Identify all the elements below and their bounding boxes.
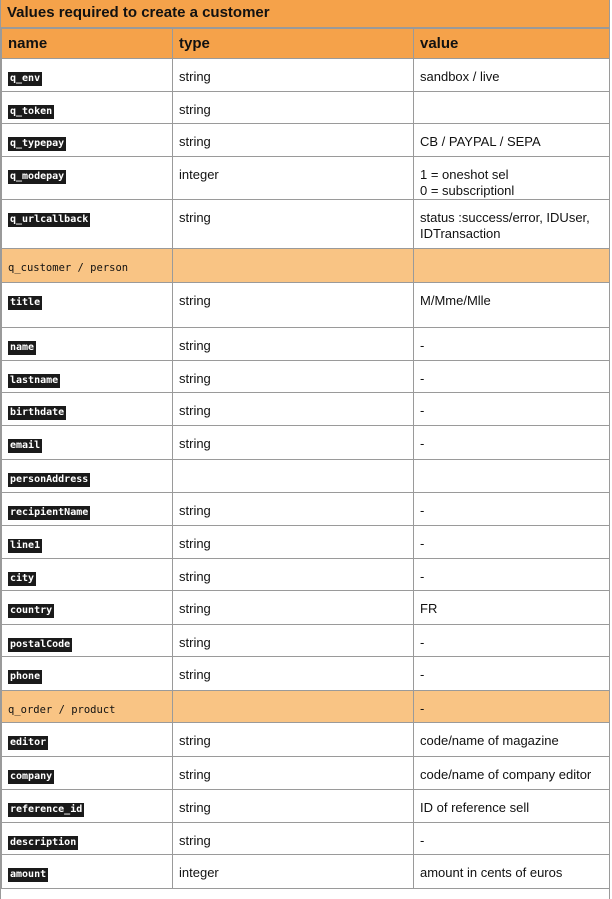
field-name: recipientName (10, 507, 89, 518)
cell-value: M/Mme/Mlle (414, 283, 610, 328)
cell-name (2, 855, 173, 889)
cell-name (2, 625, 173, 657)
cell-value: - (414, 625, 610, 657)
cell-name (2, 591, 173, 625)
cell-type: string (173, 426, 414, 460)
cell-name (2, 691, 173, 723)
cell-type: string (173, 92, 414, 124)
cell-type: string (173, 200, 414, 249)
field-name: line1 (10, 540, 41, 551)
cell-type: string (173, 361, 414, 393)
column-header-name: name (2, 29, 173, 59)
column-header-value: value (414, 29, 610, 59)
table-header-row (2, 29, 610, 59)
cell-value: - (414, 426, 610, 460)
table-row (2, 493, 610, 526)
table-row (2, 855, 610, 889)
table-row (2, 757, 610, 790)
field-name: q_env (10, 73, 41, 84)
cell-value: - (414, 493, 610, 526)
table-row (2, 823, 610, 855)
cell-type: string (173, 393, 414, 426)
table-row (2, 157, 610, 200)
cell-value: code/name of magazine (414, 723, 610, 757)
cell-name (2, 393, 173, 426)
cell-value (414, 460, 610, 493)
section-row (2, 249, 610, 283)
cell-type: string (173, 723, 414, 757)
cell-value: - (414, 823, 610, 855)
cell-name (2, 92, 173, 124)
cell-type: string (173, 591, 414, 625)
cell-type: string (173, 625, 414, 657)
customer-values-table (1, 28, 610, 889)
table-row (2, 124, 610, 157)
field-name: email (10, 440, 41, 451)
cell-name (2, 657, 173, 691)
cell-value (414, 92, 610, 124)
table-row (2, 92, 610, 124)
field-name: country (10, 605, 53, 616)
cell-type: string (173, 559, 414, 591)
table-row (2, 526, 610, 559)
table-row (2, 657, 610, 691)
field-name: phone (10, 671, 41, 682)
field-name: city (10, 573, 35, 584)
field-name: name (10, 342, 35, 353)
cell-name (2, 823, 173, 855)
cell-type: string (173, 823, 414, 855)
cell-value: sandbox / live (414, 59, 610, 92)
cell-value: FR (414, 591, 610, 625)
cell-name (2, 200, 173, 249)
cell-name (2, 790, 173, 823)
cell-type: string (173, 493, 414, 526)
cell-value: - (414, 393, 610, 426)
table-row (2, 625, 610, 657)
cell-type: string (173, 283, 414, 328)
cell-value: - (414, 657, 610, 691)
column-header-type: type (173, 29, 414, 59)
table-row (2, 200, 610, 249)
field-name: q_modepay (10, 171, 65, 182)
field-name: q_urlcallback (10, 214, 89, 225)
cell-type: string (173, 526, 414, 559)
field-name: postalCode (10, 639, 71, 650)
cell-name (2, 493, 173, 526)
cell-value: amount in cents of euros (414, 855, 610, 889)
field-name: q_token (10, 106, 53, 117)
table-row (2, 361, 610, 393)
cell-name (2, 559, 173, 591)
table-row (2, 283, 610, 328)
table-row (2, 328, 610, 361)
table-row (2, 393, 610, 426)
cell-name (2, 249, 173, 283)
field-name: amount (10, 869, 47, 880)
field-name: editor (10, 737, 47, 748)
cell-name (2, 526, 173, 559)
cell-name (2, 460, 173, 493)
field-name: q_typepay (10, 138, 65, 149)
cell-value: - (414, 559, 610, 591)
cell-type (173, 249, 414, 283)
cell-value: - (414, 361, 610, 393)
cell-name (2, 283, 173, 328)
cell-type: string (173, 124, 414, 157)
field-name: lastname (10, 375, 59, 386)
cell-value: - (414, 691, 610, 723)
cell-name (2, 157, 173, 200)
cell-type (173, 460, 414, 493)
section-label: q_order / product (8, 704, 116, 716)
cell-value: ID of reference sell (414, 790, 610, 823)
cell-value: CB / PAYPAL / SEPA (414, 124, 610, 157)
cell-name (2, 426, 173, 460)
table-row (2, 559, 610, 591)
cell-type: string (173, 59, 414, 92)
field-name: reference_id (10, 804, 83, 815)
table-row (2, 723, 610, 757)
cell-name (2, 328, 173, 361)
field-name: personAddress (10, 474, 89, 485)
cell-value: status :success/error, IDUser, IDTransaction (414, 200, 610, 249)
section-label: q_customer / person (8, 262, 129, 274)
cell-value: 1 = oneshot sel 0 = subscriptionl (414, 157, 610, 200)
cell-type: integer (173, 855, 414, 889)
table-title: Values required to create a customer (1, 0, 609, 28)
cell-type: integer (173, 157, 414, 200)
cell-type (173, 691, 414, 723)
section-row (2, 691, 610, 723)
table-row (2, 426, 610, 460)
field-name: title (10, 297, 41, 308)
cell-value (414, 249, 610, 283)
cell-name (2, 361, 173, 393)
table-row (2, 790, 610, 823)
cell-type: string (173, 757, 414, 790)
field-name: birthdate (10, 407, 65, 418)
table-row (2, 460, 610, 493)
cell-name (2, 723, 173, 757)
table-row (2, 59, 610, 92)
cell-type: string (173, 657, 414, 691)
field-name: company (10, 771, 53, 782)
cell-name (2, 757, 173, 790)
cell-name (2, 59, 173, 92)
table-body (2, 59, 610, 889)
cell-value: - (414, 328, 610, 361)
cell-type: string (173, 790, 414, 823)
cell-value: code/name of company editor (414, 757, 610, 790)
cell-value: - (414, 526, 610, 559)
cell-name (2, 124, 173, 157)
field-name: description (10, 837, 77, 848)
cell-type: string (173, 328, 414, 361)
table-row (2, 591, 610, 625)
